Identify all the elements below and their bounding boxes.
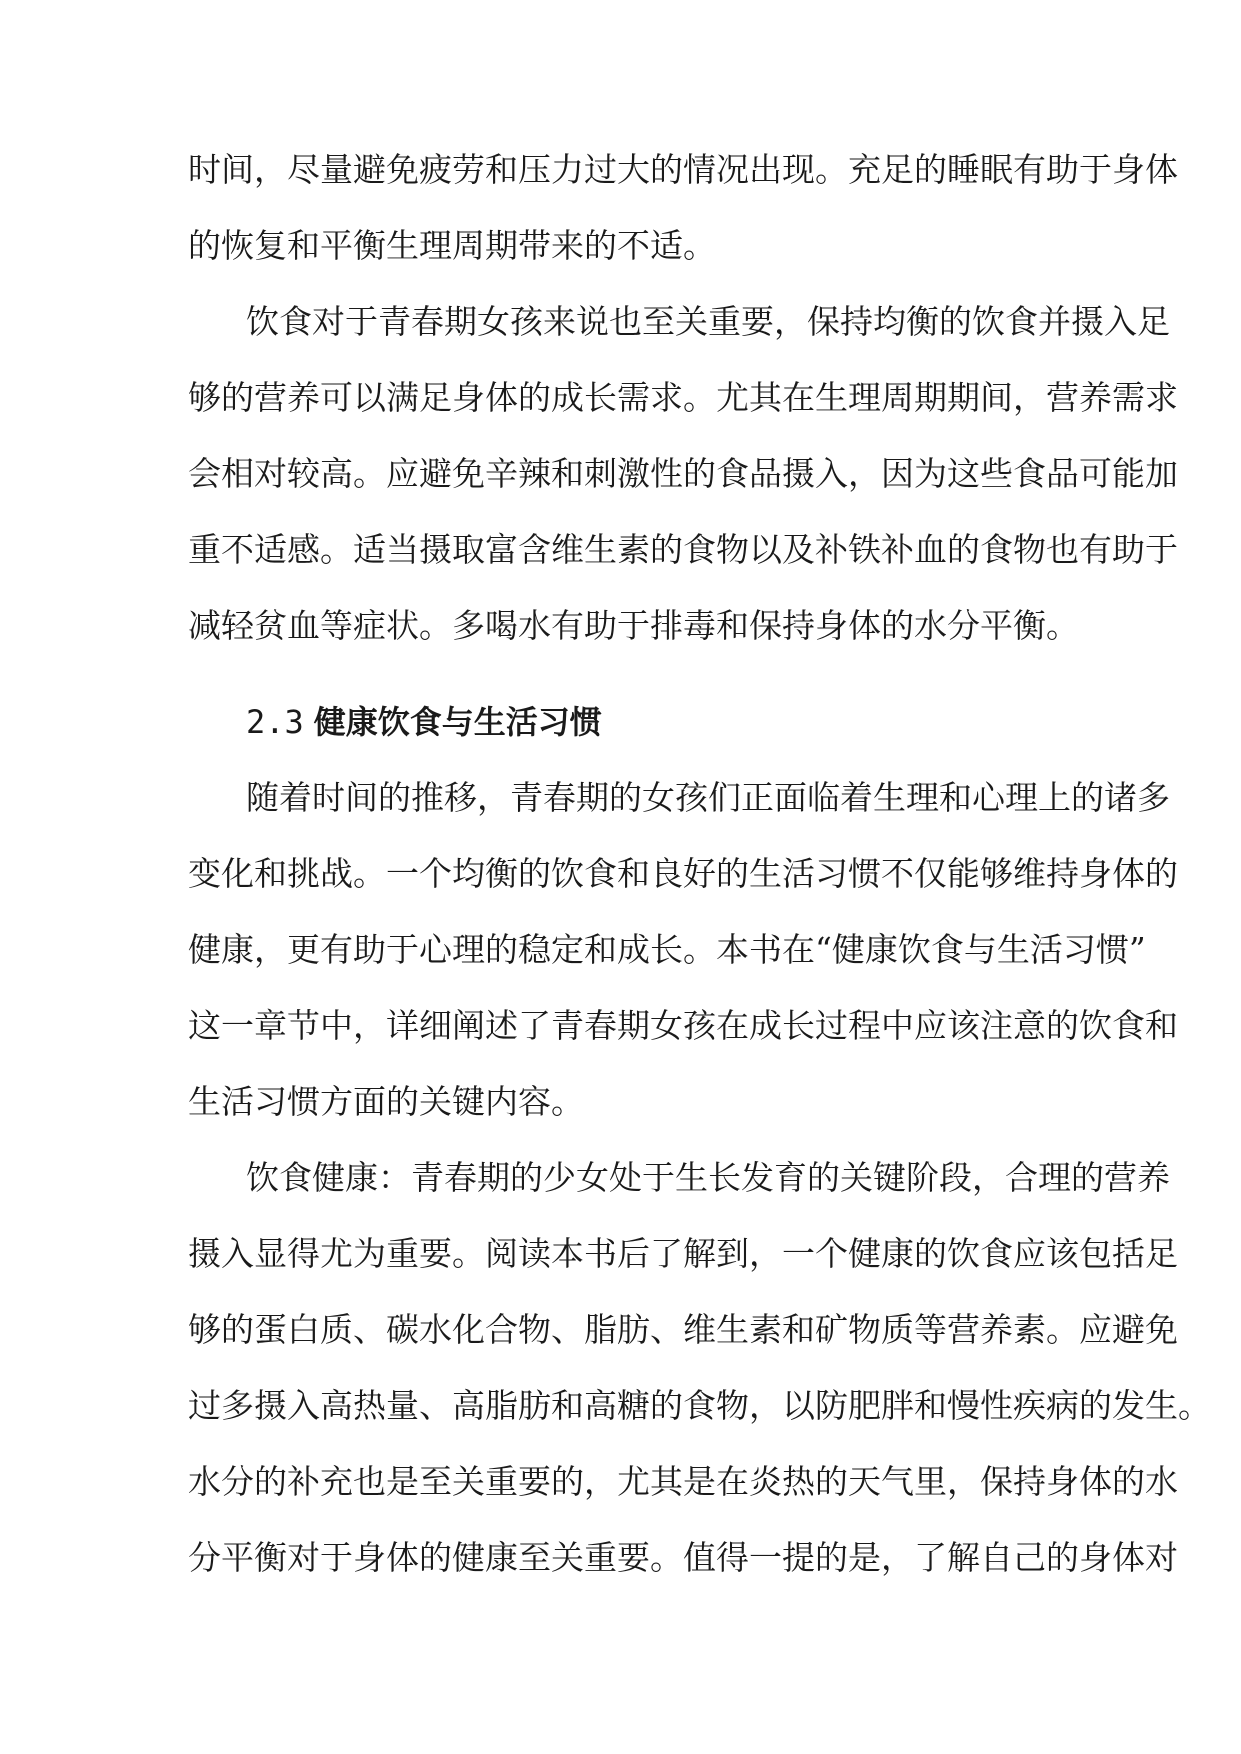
paragraph-line: 摄入显得尤为重要。阅读本书后了解到，一个健康的饮食应该包括足 (188, 1234, 1178, 1273)
paragraph-line: 饮食对于青春期女孩来说也至关重要，保持均衡的饮食并摄入足 (246, 302, 1170, 341)
document-page (188, 132, 1211, 1596)
paragraph-line: 时间，尽量避免疲劳和压力过大的情况出现。充足的睡眠有助于身体 (188, 150, 1178, 189)
paragraph-line: 够的营养可以满足身体的成长需求。尤其在生理周期期间，营养需求 (188, 378, 1178, 417)
paragraph-line: 随着时间的推移，青春期的女孩们正面临着生理和心理上的诸多 (246, 778, 1170, 817)
section-title: 健康饮食与生活习惯 (313, 703, 602, 741)
paragraph-line: 饮食健康：青春期的少女处于生长发育的关键阶段，合理的营养 (246, 1158, 1170, 1197)
section-number: 2.3 (246, 703, 304, 741)
paragraph-line: 会相对较高。应避免辛辣和刺激性的食品摄入，因为这些食品可能加 (188, 454, 1178, 493)
paragraph-line: 过多摄入高热量、高脂肪和高糖的食物，以防肥胖和慢性疾病的发生。 (188, 1386, 1211, 1425)
paragraph-line: 的恢复和平衡生理周期带来的不适。 (188, 226, 716, 265)
paragraph-line: 重不适感。适当摄取富含维生素的食物以及补铁补血的食物也有助于 (188, 530, 1178, 569)
paragraph-line: 水分的补充也是至关重要的，尤其是在炎热的天气里，保持身体的水 (188, 1462, 1178, 1501)
paragraph-line: 健康，更有助于心理的稳定和成长。本书在“健康饮食与生活习惯” (188, 930, 1146, 969)
section-spacer (188, 664, 1056, 684)
paragraph-line: 这一章节中，详细阐述了青春期女孩在成长过程中应该注意的饮食和 (188, 1006, 1178, 1045)
paragraph-line: 够的蛋白质、碳水化合物、脂肪、维生素和矿物质等营养素。应避免 (188, 1310, 1178, 1349)
paragraph-sleep (188, 132, 1178, 284)
paragraph-intro (188, 760, 1178, 1140)
paragraph-line: 减轻贫血等症状。多喝水有助于排毒和保持身体的水分平衡。 (188, 606, 1079, 645)
paragraph-line: 分平衡对于身体的健康至关重要。值得一提的是，了解自己的身体对 (188, 1538, 1178, 1577)
paragraph-line: 生活习惯方面的关键内容。 (188, 1082, 584, 1121)
section-heading (188, 684, 1056, 760)
paragraph-diet-health (188, 1140, 1211, 1596)
paragraph-line: 变化和挑战。一个均衡的饮食和良好的生活习惯不仅能够维持身体的 (188, 854, 1178, 893)
paragraph-diet-importance (188, 284, 1178, 664)
